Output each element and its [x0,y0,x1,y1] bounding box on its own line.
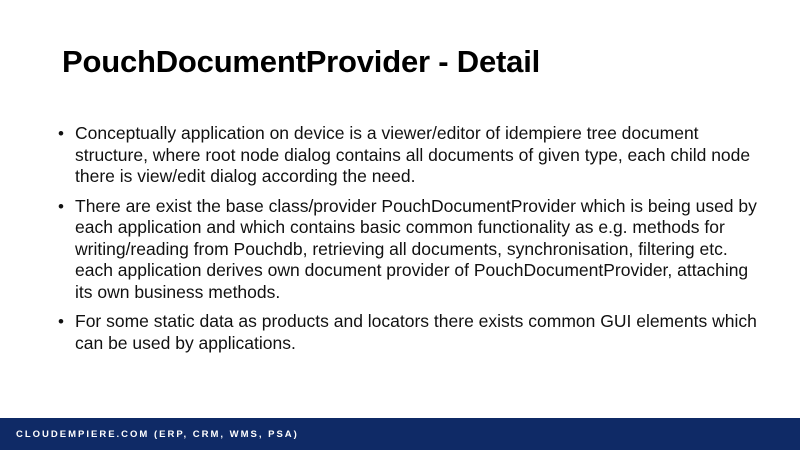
bullet-text: There are exist the base class/provider PouchDocumentProvider which is being used by each application and which contains basic common functionality as e.g. methods for writing/reading from Pouchdb, retrieving all documents, synchronisation, filtering etc. each application derives own document provider of PouchDocumentProvider, attaching its own business methods. [75,195,757,302]
bullet-item [58,123,770,188]
bullet-item [58,196,770,304]
bullet-dot-icon: • [58,124,64,143]
footer-bar [0,418,800,450]
bullet-text: Conceptually application on device is a viewer/editor of idempiere tree document structure, where root node dialog contains all documents of given type, each child node there is view/edit dialog according the need. [75,123,751,186]
bullet-list [58,123,770,362]
bullet-dot-icon: • [58,196,64,216]
slide-title: PouchDocumentProvider - Detail [62,44,541,79]
bullet-item [58,311,770,354]
bullet-text: For some static data as products and locators there exists common GUI elements which can be used by applications. [75,311,757,353]
footer-text: CLOUDEMPIERE.COM (ERP, CRM, WMS, PSA) [16,429,299,440]
bullet-dot-icon: • [58,312,64,331]
